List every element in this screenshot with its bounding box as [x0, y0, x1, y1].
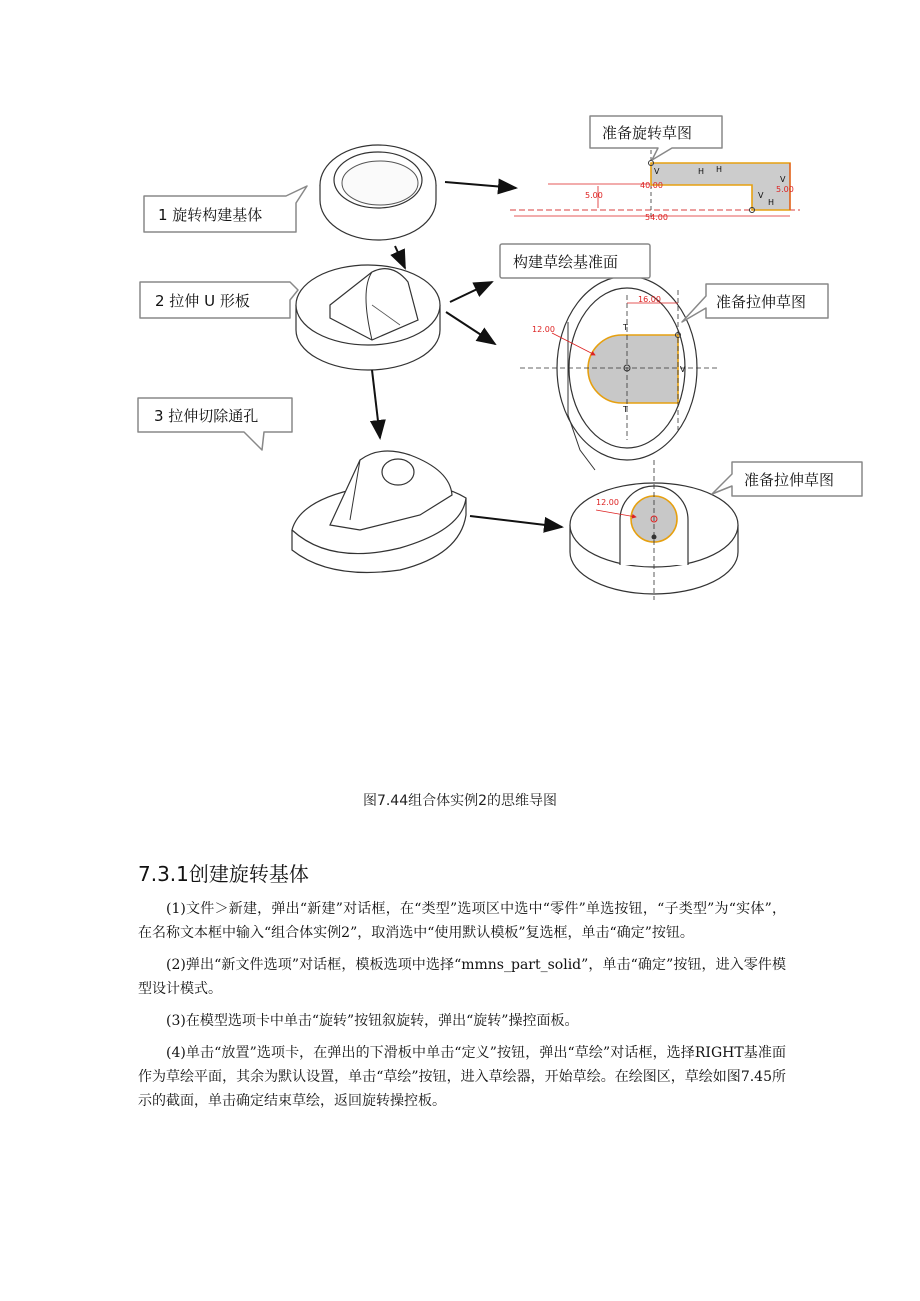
callout-datum-plane: [500, 244, 650, 278]
callout-step1-label: 1 旋转构建基体: [158, 206, 263, 224]
callout-prep-extrude-2: [712, 462, 862, 496]
callout-step2: [140, 282, 298, 318]
revolved-base-model: [320, 145, 436, 240]
constraint-v-3: V: [780, 175, 786, 184]
u-plate-model: [296, 265, 440, 370]
constraint-h-3: H: [768, 198, 775, 207]
callout-prep-revolve-label: 准备旋转草图: [602, 124, 693, 142]
dim-5-00-right: 5.00: [776, 185, 794, 194]
constraint-h-1: H: [698, 167, 705, 176]
callout-step2-label: 2 拉伸 U 形板: [155, 292, 250, 310]
section-body: [138, 897, 786, 1121]
paragraph-3: (3)在模型选项卡中单击“旋转”按钮叙旋转，弹出“旋转”操控面板。: [166, 1013, 579, 1029]
constraint-t-2: T: [623, 405, 628, 414]
callout-prep-revolve: [590, 116, 722, 160]
figure-caption: 图7.44组合体实例2的思维导图: [362, 793, 558, 809]
constraint-v-2: V: [758, 191, 764, 200]
constraint-v-4: V: [680, 365, 686, 374]
callout-step1: [144, 186, 307, 232]
paragraph-2: (2)弹出“新文件选项”对话框，模板选项中选择“mmns_part_solid”，单击“确定”按钮，进入零件模型设计模式。: [138, 957, 786, 997]
dim-54-00: 54.00: [645, 213, 668, 222]
section-title: 7.3.1创建旋转基体: [138, 862, 309, 886]
revolve-sketch: [510, 150, 800, 222]
constraint-v-1: V: [654, 167, 660, 176]
paragraph-4: (4)单击“放置”选项卡，在弹出的下滑板中单击“定义”按钮，弹出“草绘”对话框，选择RIGHT基准面作为草绘平面，其余为默认设置，单击“草绘”按钮，进入草绘器，开始草绘。在绘图区，草绘如图7.45所示的截面，单击确定结束草绘，返回旋转操控板。: [138, 1045, 786, 1109]
u-plate-sketch: [520, 276, 720, 470]
callout-step3-label: 3 拉伸切除通孔: [154, 407, 259, 425]
callout-prep-extrude-2-label: 准备拉伸草图: [744, 471, 835, 489]
paragraph-1: (1)文件＞新建，弹出“新建”对话框，在“类型”选项区中选中“零件”单选按钮，“子类型”为“实体”，在名称文本框中输入“组合体实例2”，取消选中“使用默认模板”复选框，单击“确定”按钮。: [138, 901, 786, 941]
dim-40-00: 40.00: [640, 181, 663, 190]
dim-5-00-left: 5.00: [585, 191, 603, 200]
callout-prep-extrude-1-label: 准备拉伸草图: [716, 293, 807, 311]
dim-12-00-a: 12.00: [532, 325, 555, 334]
callout-step3: [138, 398, 292, 450]
hole-sketch: [570, 460, 738, 600]
dim-16-00: 16.00: [638, 295, 661, 304]
callout-prep-extrude-1: [682, 284, 828, 322]
constraint-t-1: T: [623, 323, 628, 332]
through-hole-model: [292, 451, 466, 573]
dim-12-00-b: 12.00: [596, 498, 619, 507]
callout-datum-plane-label: 构建草绘基准面: [513, 253, 619, 271]
constraint-h-2: H: [716, 165, 723, 174]
